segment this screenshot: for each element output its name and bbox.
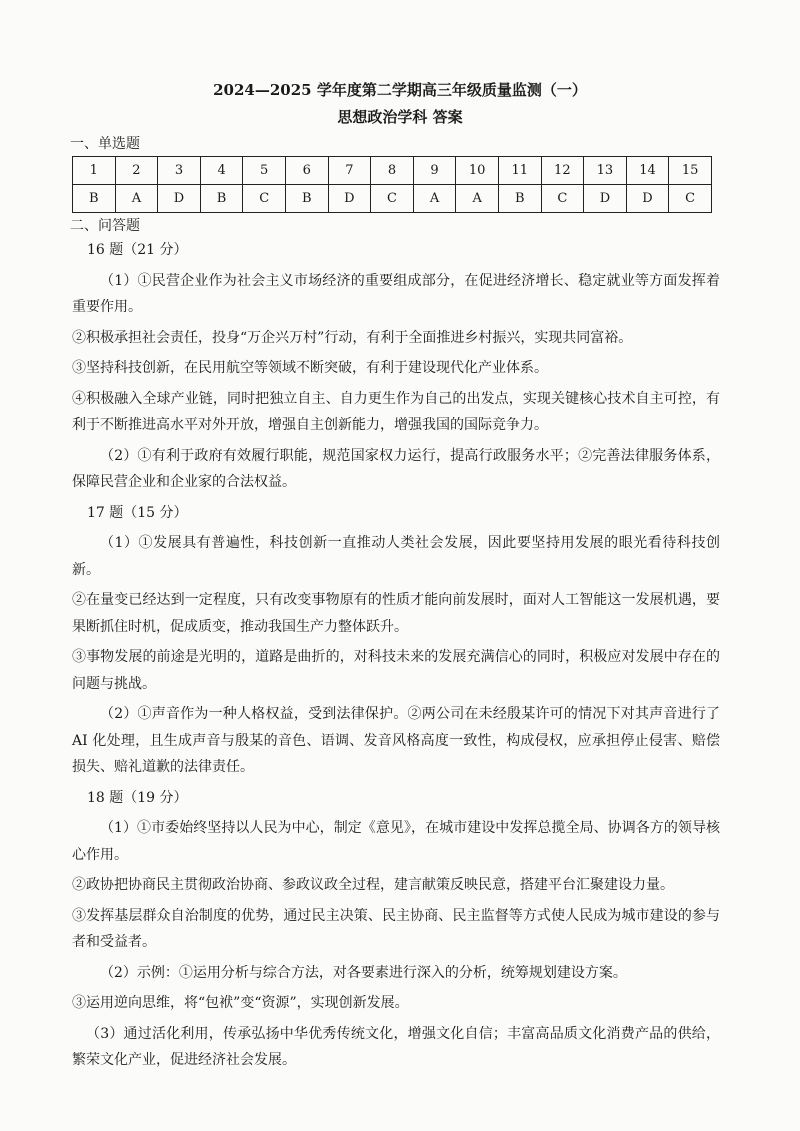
answer-paragraph: （1）①发展具有普遍性，科技创新一直推动人类社会发展，因此要坚持用发展的眼光看待科技创新。 bbox=[72, 535, 720, 578]
section-qa-heading: 二、问答题 bbox=[70, 218, 140, 234]
exam-title: 2024—2025 学年度第二学期高三年级质量监测（一） bbox=[213, 81, 587, 99]
answer-cell: D bbox=[626, 185, 669, 213]
question-number-cell: 14 bbox=[626, 157, 669, 185]
answer-paragraph: ②政协把协商民主贯彻政治协商、参政议政全过程，建言献策反映民意，搭建平台汇聚建设力量。 bbox=[72, 877, 674, 893]
answer-cell: B bbox=[285, 185, 328, 213]
subject-subtitle: 思想政治学科 答案 bbox=[337, 108, 463, 126]
question-number-cell: 6 bbox=[285, 157, 328, 185]
answer-table bbox=[72, 156, 712, 213]
qa-answers bbox=[72, 237, 720, 1074]
answer-table-answers-row bbox=[73, 185, 712, 213]
question-number-cell: 1 bbox=[73, 157, 116, 185]
question-18-heading: 18 题（19 分） bbox=[87, 789, 188, 806]
answer-paragraph: （2）①声音作为一种人格权益，受到法律保护。②两公司在未经殷某许可的情况下对其声音进行了 AI 化处理，且生成声音与殷某的音色、语调、发音风格高度一致性，构成侵权，应承担停止侵害、赔偿损失、赔礼道歉的法律责任。 bbox=[72, 706, 720, 775]
answer-cell: B bbox=[200, 185, 243, 213]
answer-paragraph: ②积极承担社会责任，投身“万企兴万村”行动，有利于全面推进乡村振兴，实现共同富裕。 bbox=[72, 329, 633, 346]
question-number-cell: 10 bbox=[456, 157, 499, 185]
question-number-cell: 5 bbox=[243, 157, 286, 185]
answer-cell: B bbox=[498, 185, 541, 213]
answer-paragraph: （2）示例：①运用分析与综合方法，对各要素进行深入的分析，统筹规划建设方案。 bbox=[100, 964, 627, 981]
answer-cell: D bbox=[328, 185, 371, 213]
answer-cell: A bbox=[115, 185, 158, 213]
answer-paragraph: ③运用逆向思维，将“包袱”变“资源”，实现创新发展。 bbox=[72, 995, 409, 1011]
answer-paragraph: （1）①民营企业作为社会主义市场经济的重要组成部分，在促进经济增长、稳定就业等方面发挥着重要作用。 bbox=[72, 272, 720, 315]
answer-paragraph: ④积极融入全球产业链，同时把独立自主、自力更生作为自己的出发点，实现关键核心技术自主可控，有利于不断推进高水平对外开放，增强自主创新能力，增强我国的国际竞争力。 bbox=[72, 390, 720, 433]
question-number-cell: 12 bbox=[541, 157, 584, 185]
question-number-cell: 7 bbox=[328, 157, 371, 185]
question-17-heading: 17 题（15 分） bbox=[87, 504, 188, 521]
answer-cell: A bbox=[413, 185, 456, 213]
answer-cell: B bbox=[73, 185, 116, 213]
answer-paragraph: ②在量变已经达到一定程度，只有改变事物原有的性质才能向前发展时，面对人工智能这一发展机遇，要果断抓住时机，促成质变，推动我国生产力整体跃升。 bbox=[72, 592, 720, 635]
answer-paragraph: （1）①市委始终坚持以人民为中心，制定《意见》，在城市建设中发挥总揽全局、协调各方的领导核心作用。 bbox=[72, 820, 720, 863]
answer-cell: A bbox=[456, 185, 499, 213]
question-number-cell: 8 bbox=[371, 157, 414, 185]
section-single-choice-heading: 一、单选题 bbox=[70, 136, 140, 152]
answer-cell: C bbox=[669, 185, 712, 213]
answer-paragraph: ③发挥基层群众自治制度的优势，通过民主决策、民主协商、民主监督等方式使人民成为城市建设的参与者和受益者。 bbox=[72, 907, 720, 950]
answer-paragraph: ③事物发展的前途是光明的，道路是曲折的，对科技未来的发展充满信心的同时，积极应对发展中存在的问题与挑战。 bbox=[72, 649, 720, 692]
answer-cell: C bbox=[371, 185, 414, 213]
question-number-cell: 4 bbox=[200, 157, 243, 185]
answer-cell: D bbox=[584, 185, 627, 213]
answer-cell: C bbox=[541, 185, 584, 213]
answer-cell: D bbox=[158, 185, 201, 213]
question-number-cell: 15 bbox=[669, 157, 712, 185]
answer-cell: C bbox=[243, 185, 286, 213]
answer-paragraph: （3）通过活化利用，传承弘扬中华优秀传统文化，增强文化自信；丰富高品质文化消费产品的供给，繁荣文化产业，促进经济社会发展。 bbox=[72, 1025, 720, 1068]
question-number-cell: 13 bbox=[584, 157, 627, 185]
question-number-cell: 2 bbox=[115, 157, 158, 185]
answer-paragraph: （2）①有利于政府有效履行职能，规范国家权力运行，提高行政服务水平；②完善法律服务体系，保障民营企业和企业家的合法权益。 bbox=[72, 447, 720, 490]
question-number-cell: 11 bbox=[498, 157, 541, 185]
question-number-cell: 9 bbox=[413, 157, 456, 185]
question-16-heading: 16 题（21 分） bbox=[87, 242, 188, 258]
answer-table-numbers-row bbox=[73, 157, 712, 185]
answer-paragraph: ③坚持科技创新，在民用航空等领域不断突破，有利于建设现代化产业体系。 bbox=[72, 360, 548, 376]
question-number-cell: 3 bbox=[158, 157, 201, 185]
